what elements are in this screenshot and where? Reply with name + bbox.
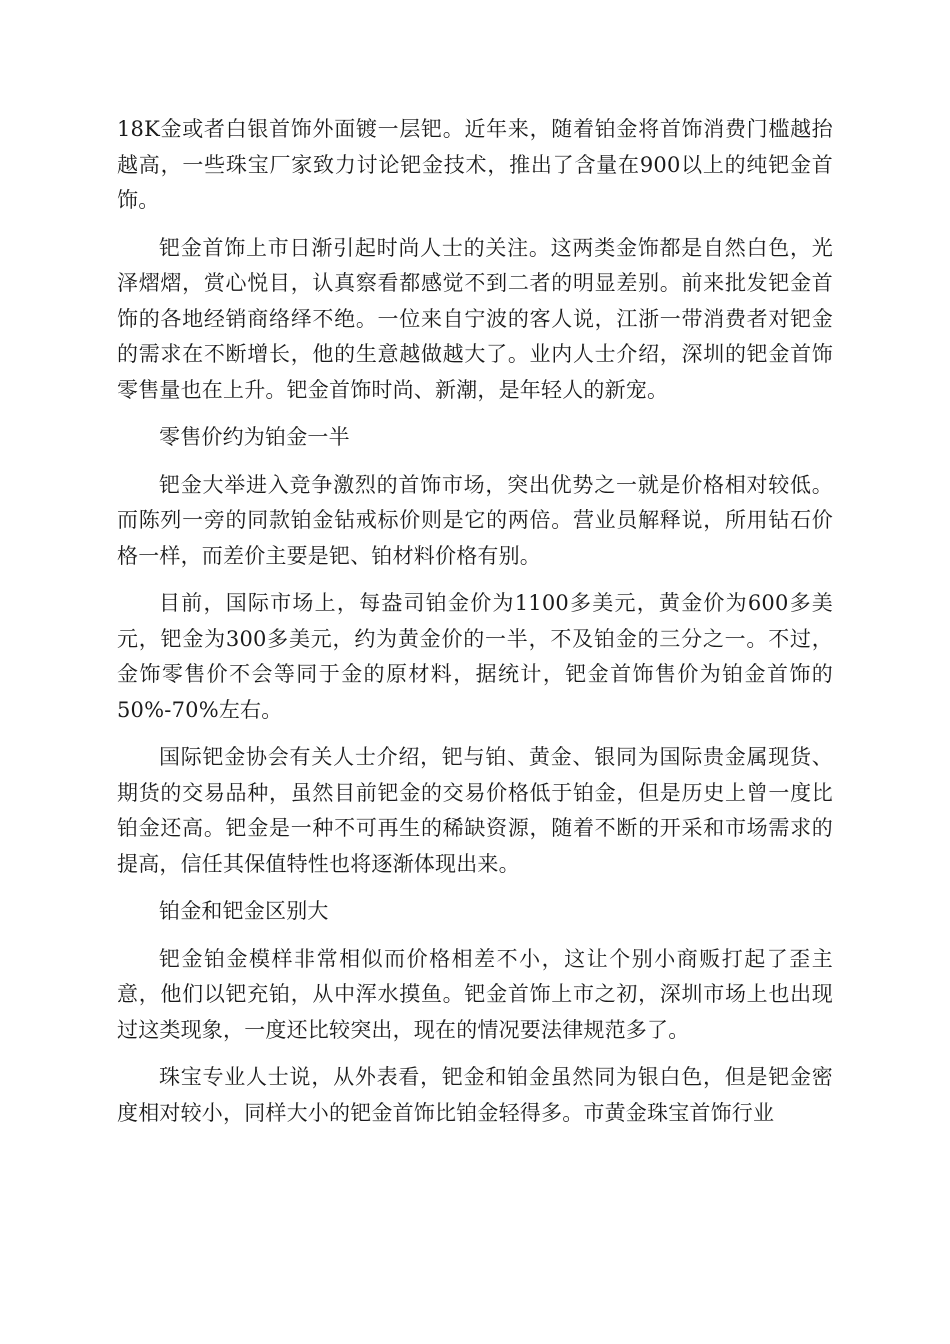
paragraph-5: 国际钯金协会有关人士介绍，钯与铂、黄金、银同为国际贵金属现货、期货的交易品种，虽然目前钯金的交易价格低于铂金，但是历史上曾一度比铂金还高。钯金是一种不可再生的稀缺资源，随着不断的开采和市场需求的提高，信任其保值特性也将逐渐体现出来。 xyxy=(117,745,833,876)
paragraph-4: 目前，国际市场上，每盎司铂金价为1100多美元，黄金价为600多美元，钯金为300多美元，约为黄金价的一半，不及铂金的三分之一。不过，金饰零售价不会等同于金的原材料，据统计，钯金首饰售价为铂金首饰的50%-70%左右。 xyxy=(117,591,833,722)
section-heading-difference: 铂金和钯金区别大 xyxy=(159,899,329,923)
section-heading-retail-price: 零售价约为铂金一半 xyxy=(159,425,350,449)
paragraph-7: 珠宝专业人士说，从外表看，钯金和铂金虽然同为银白色，但是钯金密度相对较小，同样大小的钯金首饰比铂金轻得多。市黄金珠宝首饰行业 xyxy=(117,1065,833,1125)
paragraph-6: 钯金铂金模样非常相似而价格相差不小，这让个别小商贩打起了歪主意，他们以钯充铂，从中浑水摸鱼。钯金首饰上市之初，深圳市场上也出现过这类现象，一度还比较突出，现在的情况要法律规范多了。 xyxy=(117,946,833,1042)
paragraph-1: 18K金或者白银首饰外面镀一层钯。近年来，随着铂金将首饰消费门槛越抬越高，一些珠宝厂家致力讨论钯金技术，推出了含量在900以上的纯钯金首饰。 xyxy=(117,117,833,212)
article-body xyxy=(117,112,833,1143)
paragraph-3: 钯金大举进入竞争激烈的首饰市场，突出优势之一就是价格相对较低。而陈列一旁的同款铂金钻戒标价则是它的两倍。营业员解释说，所用钻石价格一样，而差价主要是钯、铂材料价格有别。 xyxy=(117,472,833,568)
paragraph-2: 钯金首饰上市日渐引起时尚人士的关注。这两类金饰都是自然白色，光泽熠熠，赏心悦目，认真察看都感觉不到二者的明显差别。前来批发钯金首饰的各地经销商络绎不绝。一位来自宁波的客人说，江浙一带消费者对钯金的需求在不断增长，他的生意越做越大了。业内人士介绍，深圳的钯金首饰零售量也在上升。钯金首饰时尚、新潮，是年轻人的新宠。 xyxy=(117,235,833,402)
